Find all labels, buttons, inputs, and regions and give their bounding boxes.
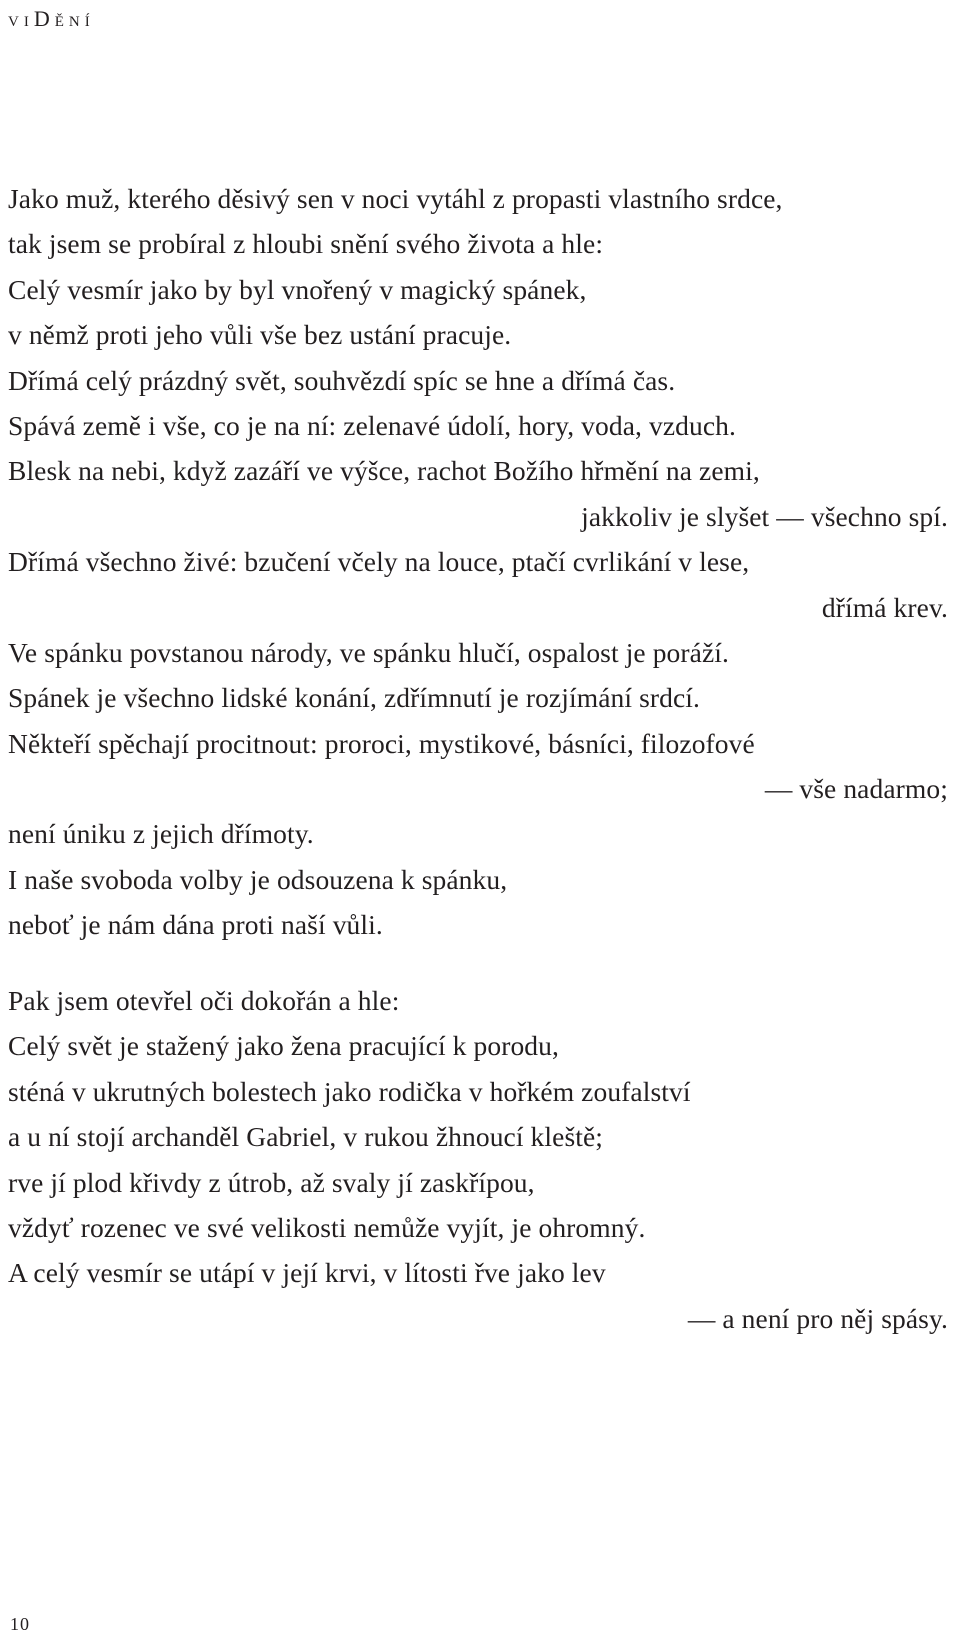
poem-line: I naše svoboda volby je odsouzena k spánku, bbox=[8, 863, 508, 895]
poem-line: Blesk na nebi, když zazáří ve výšce, rachot Božího hřmění na zemi, bbox=[8, 455, 760, 487]
stanza-1 bbox=[8, 176, 948, 948]
poem-line: tak jsem se probíral z hloubi snění svého života a hle: bbox=[8, 228, 604, 260]
poem-line: Spává země i vše, co je na ní: zelenavé údolí, hory, voda, vzduch. bbox=[8, 409, 736, 441]
poem-line: není úniku z jejich dřímoty. bbox=[8, 818, 314, 850]
poem-line: jakkoliv je slyšet — všechno spí. bbox=[581, 500, 948, 532]
poem-line: Ve spánku povstanou národy, ve spánku hlučí, ospalost je poráží. bbox=[8, 636, 729, 668]
stanza-2 bbox=[8, 978, 948, 1341]
poem-line: rve jí plod křivdy z útrob, až svaly jí zaskřípou, bbox=[8, 1166, 535, 1198]
poem-line: Dřímá celý prázdný svět, souhvězdí spíc se hne a dřímá čas. bbox=[8, 364, 676, 396]
poem-line: a u ní stojí archanděl Gabriel, v rukou žhnoucí kleště; bbox=[8, 1121, 604, 1153]
poem-line: dřímá krev. bbox=[821, 591, 948, 623]
poem-line: Celý vesmír jako by byl vnořený v magický spánek, bbox=[8, 273, 587, 305]
poem-line: Jako muž, kterého děsivý sen v noci vytáhl z propasti vlastního srdce, bbox=[8, 183, 783, 214]
poem-line: Celý svět je stažený jako žena pracující k porodu, bbox=[8, 1030, 559, 1062]
poem-line: — a není pro něj spásy. bbox=[687, 1302, 948, 1334]
poem-line: Dřímá všechno živé: bzučení včely na louce, ptačí cvrlikání v lese, bbox=[8, 546, 750, 578]
poem-line: Pak jsem otevřel oči dokořán a hle: bbox=[8, 985, 400, 1016]
poem-line: Spánek je všechno lidské konání, zdřímnutí je rozjímání srdcí. bbox=[8, 682, 701, 714]
poem-line: neboť je nám dána proti naší vůli. bbox=[8, 909, 383, 941]
poem-line: sténá v ukrutných bolestech jako rodička v hořkém zoufalství bbox=[8, 1075, 691, 1107]
poem-line: — vše nadarmo; bbox=[764, 773, 948, 805]
poem-title: viDění bbox=[8, 6, 95, 31]
poem-line: vždyť rozenec ve své velikosti nemůže vyjít, je ohromný. bbox=[8, 1211, 646, 1243]
poem-line: Někteří spěchají procitnout: proroci, mystikové, básníci, filozofové bbox=[8, 727, 755, 759]
poem-line: A celý vesmír se utápí v její krvi, v lítosti řve jako lev bbox=[8, 1257, 606, 1289]
poem-line: v němž proti jeho vůli vše bez ustání pracuje. bbox=[8, 319, 512, 351]
page-number: 10 bbox=[10, 1614, 30, 1634]
